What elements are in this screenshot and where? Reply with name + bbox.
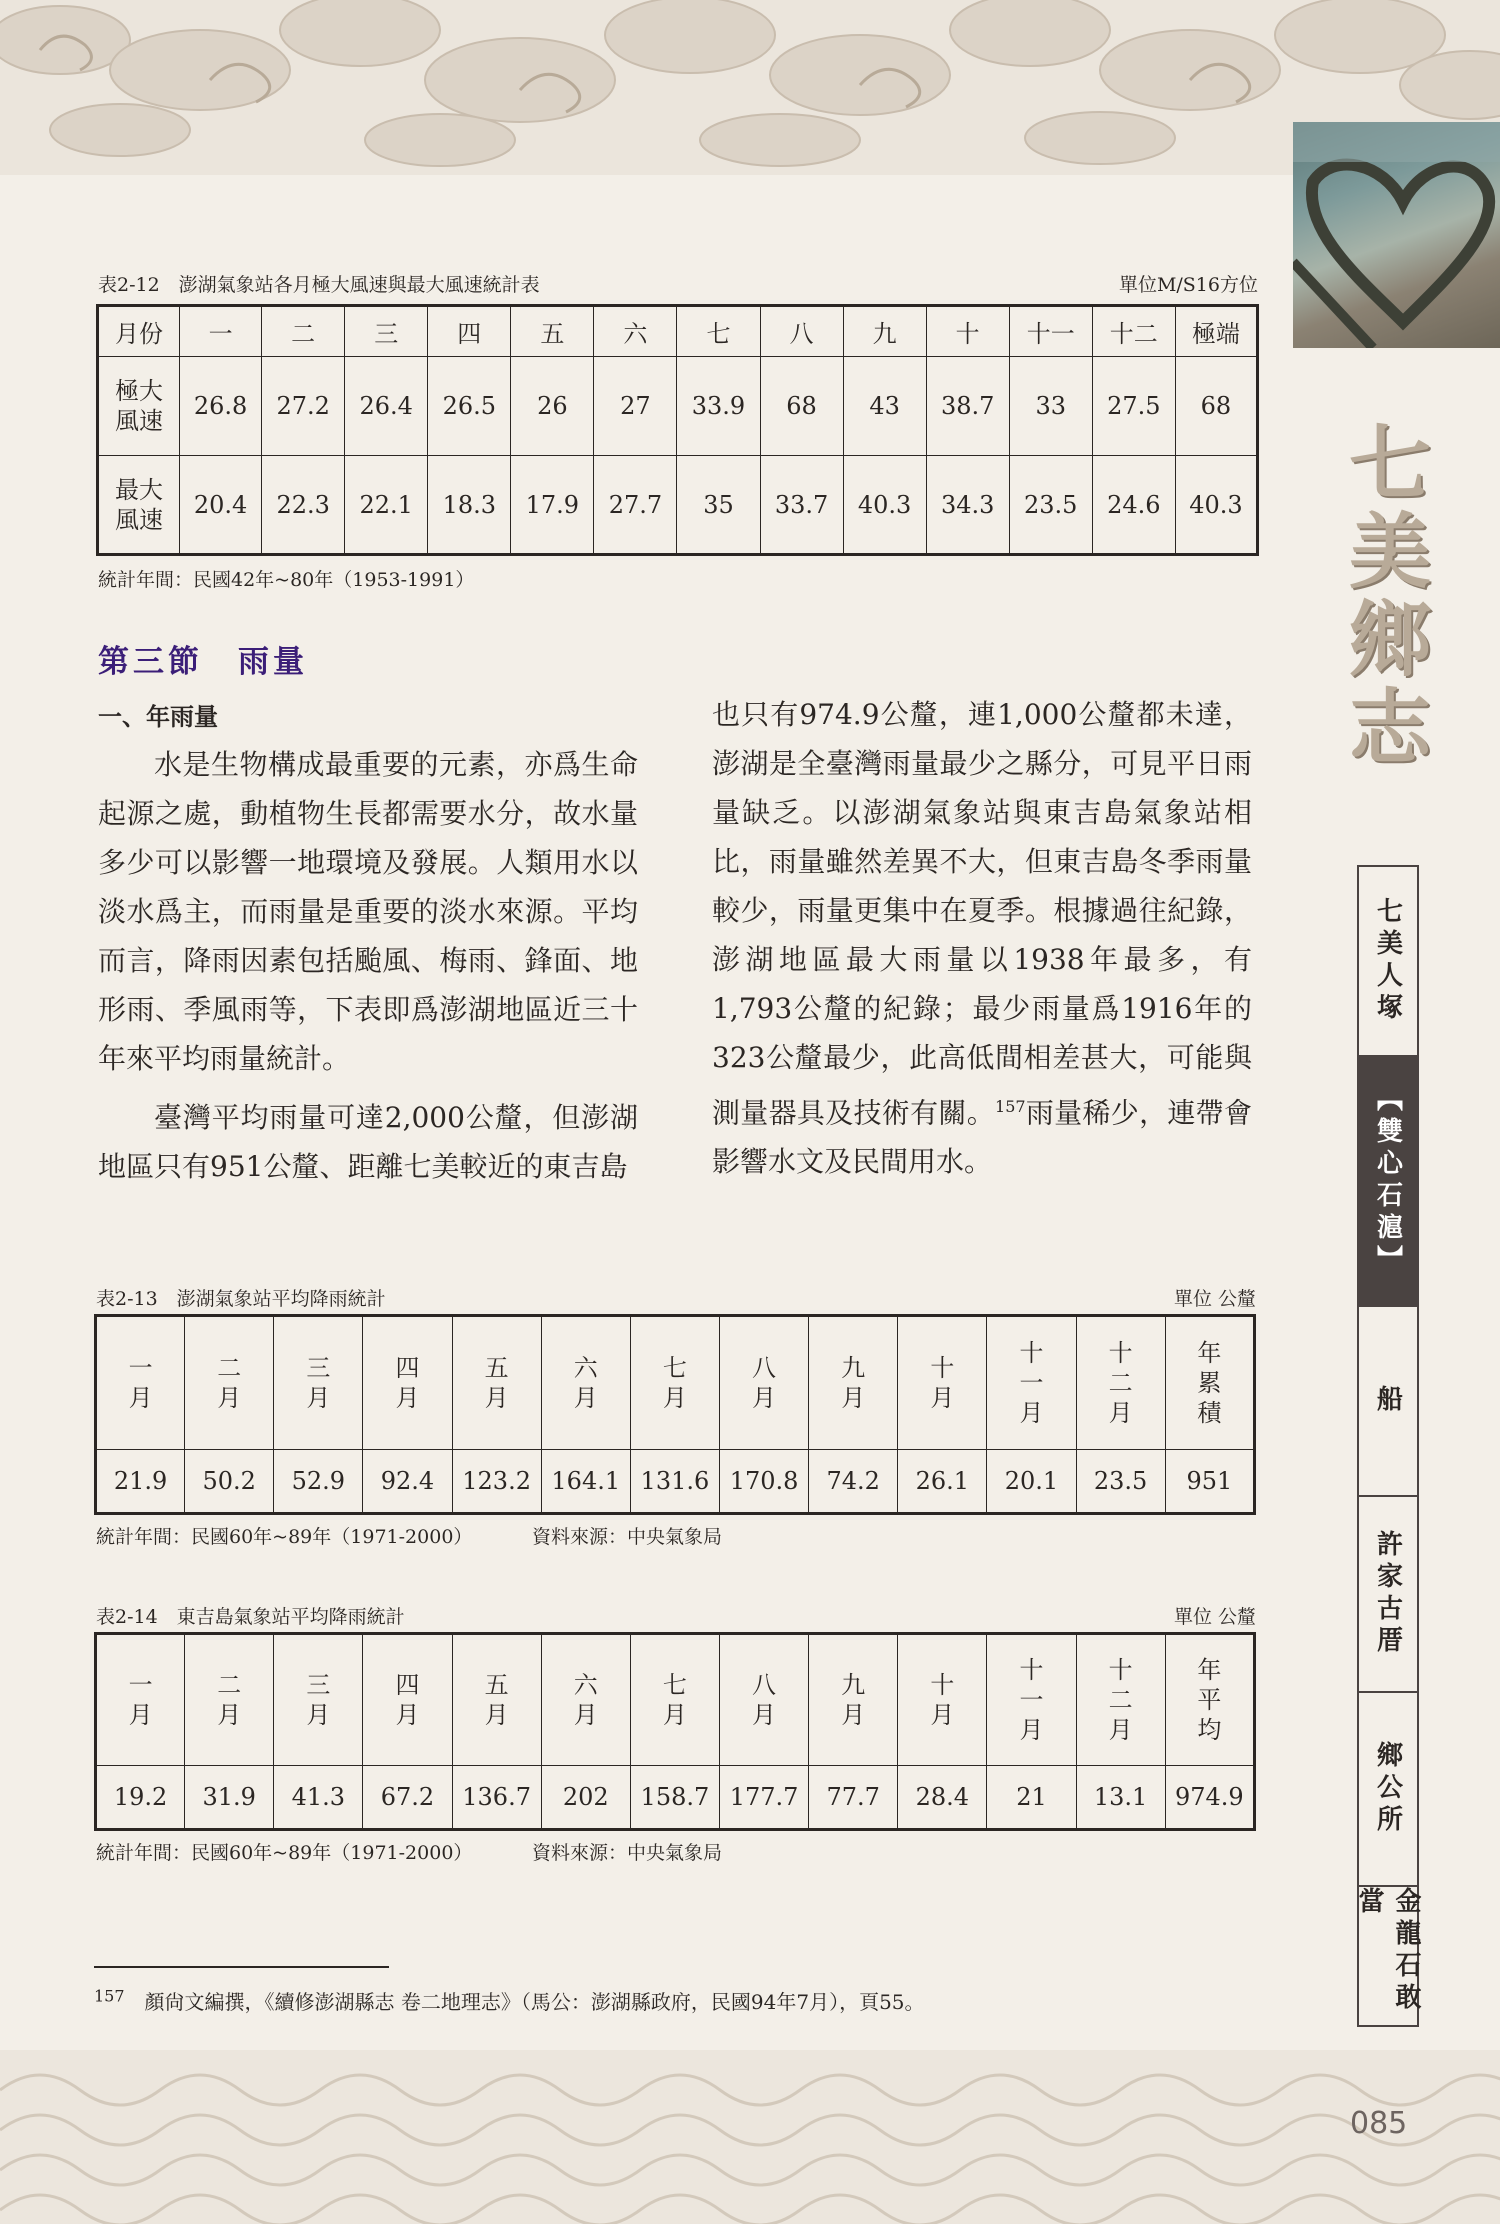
table-header-row bbox=[96, 1634, 1255, 1766]
table-2-14-source: 資料來源：中央氣象局 bbox=[532, 1842, 723, 1864]
table-cell: 974.9 bbox=[1165, 1766, 1254, 1830]
table-cell: 177.7 bbox=[719, 1766, 808, 1830]
header-cell: 十二 bbox=[1092, 306, 1175, 357]
sidebar-item-label: 鄉公所 bbox=[1372, 1741, 1403, 1837]
table-cell: 21.9 bbox=[96, 1450, 185, 1514]
table-cell: 170.8 bbox=[719, 1450, 808, 1514]
sidebar-item-hsu-family-house[interactable] bbox=[1359, 1497, 1417, 1693]
table-2-13-source: 資料來源：中央氣象局 bbox=[532, 1526, 723, 1548]
table-2-13-unit: 單位 公釐 bbox=[1173, 1288, 1256, 1310]
header-cell: 三月 bbox=[274, 1634, 363, 1766]
sidebar-item-double-heart-weir[interactable] bbox=[1359, 1057, 1417, 1307]
wind-speed-table bbox=[96, 304, 1259, 556]
header-cell: 四月 bbox=[363, 1316, 452, 1450]
table-cell: 26 bbox=[511, 357, 594, 456]
table-cell: 41.3 bbox=[274, 1766, 363, 1830]
paragraph: 水是生物構成最重要的元素，亦爲生命起源之處，動植物生長都需要水分，故水量多少可以影響一地環境及發展。人類用水以淡水爲主，而雨量是重要的淡水來源。平均而言，降雨因素包括颱風、梅雨、鋒面、地形雨、季風雨等，下表即爲澎湖地區近三十年來平均雨量統計。 bbox=[98, 748, 638, 1075]
table-cell: 18.3 bbox=[428, 456, 511, 555]
footnote-divider bbox=[94, 1966, 389, 1968]
table-cell: 202 bbox=[541, 1766, 630, 1830]
table-cell: 77.7 bbox=[809, 1766, 898, 1830]
table-2-13-period: 統計年間：民國60年~89年（1971-2000） bbox=[96, 1526, 473, 1548]
book-title: 七美鄉志 bbox=[1348, 416, 1431, 776]
header-cell: 十月 bbox=[898, 1634, 987, 1766]
table-cell: 951 bbox=[1165, 1450, 1254, 1514]
header-cell: 一月 bbox=[96, 1316, 185, 1450]
table-cell: 40.3 bbox=[843, 456, 926, 555]
table-cell: 13.1 bbox=[1076, 1766, 1165, 1830]
table-header-row bbox=[96, 1316, 1255, 1450]
table-cell: 52.9 bbox=[274, 1450, 363, 1514]
table-2-12-unit: 單位M/S16方位 bbox=[1118, 274, 1258, 296]
page-number: 085 bbox=[1350, 2106, 1408, 2141]
header-cell: 十 bbox=[926, 306, 1009, 357]
table-cell: 23.5 bbox=[1076, 1450, 1165, 1514]
header-cell: 六月 bbox=[541, 1316, 630, 1450]
header-cell: 九月 bbox=[809, 1634, 898, 1766]
table-cell: 35 bbox=[677, 456, 760, 555]
table-cell: 38.7 bbox=[926, 357, 1009, 456]
header-cell: 年平均 bbox=[1165, 1634, 1254, 1766]
table-cell: 74.2 bbox=[809, 1450, 898, 1514]
sidebar-item-label: 船 bbox=[1372, 1385, 1403, 1417]
header-cell: 十一月 bbox=[987, 1634, 1076, 1766]
table-row bbox=[96, 1450, 1255, 1514]
table-2-13-caption: 表2-13 澎湖氣象站平均降雨統計 bbox=[96, 1288, 386, 1310]
header-cell: 十月 bbox=[898, 1316, 987, 1450]
sidebar-item-label: 許家古厝 bbox=[1372, 1530, 1403, 1658]
footnote-ref[interactable]: 157 bbox=[995, 1097, 1026, 1116]
table-cell: 20.4 bbox=[180, 456, 262, 555]
sub-title: 一、年雨量 bbox=[98, 702, 218, 731]
table-cell: 34.3 bbox=[926, 456, 1009, 555]
table-cell: 19.2 bbox=[96, 1766, 185, 1830]
sidebar-item-label: 【雙心石滬】 bbox=[1372, 1085, 1403, 1277]
table-2-12-caption: 表2-12 澎湖氣象站各月極大風速與最大風速統計表 bbox=[98, 274, 540, 296]
table-cell: 68 bbox=[1175, 357, 1257, 456]
table-cell: 26.1 bbox=[898, 1450, 987, 1514]
table-cell: 27.2 bbox=[262, 357, 345, 456]
header-cell: 二 bbox=[262, 306, 345, 357]
table-cell: 136.7 bbox=[452, 1766, 541, 1830]
table-cell: 22.3 bbox=[262, 456, 345, 555]
table-2-12-note: 統計年間：民國42年~80年（1953-1991） bbox=[98, 569, 475, 591]
header-cell: 極端 bbox=[1175, 306, 1257, 357]
table-cell: 28.4 bbox=[898, 1766, 987, 1830]
header-cell: 年累積 bbox=[1165, 1316, 1254, 1450]
header-cell: 二月 bbox=[185, 1634, 274, 1766]
paragraph-text: 也只有974.9公釐，連1,000公釐都未達，澎湖是全臺灣雨量最少之縣分，可見平日雨量缺乏。以澎湖氣象站與東吉島氣象站相比，雨量雖然差異不大，但東吉島冬季雨量較少，雨量更集中在夏季。根據過往紀錄，澎湖地區最大雨量以1938年最多，有1,793公釐的紀錄；最少雨量爲1916年的323公釐最少，此高低間相差甚大，可能與測量器具及技術有關。 bbox=[712, 698, 1252, 1130]
row-label: 極大風速 bbox=[98, 357, 180, 456]
header-cell: 六 bbox=[594, 306, 677, 357]
table-cell: 21 bbox=[987, 1766, 1076, 1830]
chapter-sidebar bbox=[1354, 865, 1421, 2027]
table-cell: 92.4 bbox=[363, 1450, 452, 1514]
header-cell: 八月 bbox=[719, 1316, 808, 1450]
table-row bbox=[98, 357, 1258, 456]
table-cell: 33.9 bbox=[677, 357, 760, 456]
header-cell: 四月 bbox=[363, 1634, 452, 1766]
table-cell: 33.7 bbox=[760, 456, 843, 555]
table-cell: 24.6 bbox=[1092, 456, 1175, 555]
table-cell: 164.1 bbox=[541, 1450, 630, 1514]
header-cell: 月份 bbox=[98, 306, 180, 357]
header-cell: 六月 bbox=[541, 1634, 630, 1766]
paragraph-text: 雨量稀少，連帶會影響水文及民間用水。 bbox=[712, 1096, 1252, 1179]
table-cell: 123.2 bbox=[452, 1450, 541, 1514]
header-cell: 三 bbox=[345, 306, 428, 357]
header-cell: 八 bbox=[760, 306, 843, 357]
table-cell: 27 bbox=[594, 357, 677, 456]
table-2-14-unit: 單位 公釐 bbox=[1173, 1606, 1256, 1628]
dongji-rainfall-table bbox=[94, 1632, 1256, 1831]
table-row bbox=[96, 1766, 1255, 1830]
table-cell: 67.2 bbox=[363, 1766, 452, 1830]
header-cell: 九月 bbox=[809, 1316, 898, 1450]
table-cell: 23.5 bbox=[1009, 456, 1092, 555]
footnote-number: 157 bbox=[94, 1986, 125, 2006]
header-cell: 九 bbox=[843, 306, 926, 357]
sidebar-item-label: 七美人塚 bbox=[1372, 897, 1403, 1025]
table-2-14-period: 統計年間：民國60年~89年（1971-2000） bbox=[96, 1842, 473, 1864]
header-cell: 八月 bbox=[719, 1634, 808, 1766]
table-cell: 68 bbox=[760, 357, 843, 456]
header-cell: 七 bbox=[677, 306, 760, 357]
table-2-14-caption: 表2-14 東吉島氣象站平均降雨統計 bbox=[96, 1606, 405, 1628]
penghu-rainfall-table bbox=[94, 1314, 1256, 1515]
sidebar-item-label: 金龍石敢當 bbox=[1354, 1887, 1421, 2015]
sidebar-item-seven-beauties-tomb[interactable] bbox=[1359, 867, 1417, 1057]
heart-shaped-stone-weir-photo bbox=[1293, 122, 1500, 348]
header-cell: 五月 bbox=[452, 1634, 541, 1766]
header-cell: 七月 bbox=[630, 1316, 719, 1450]
footnote-text: 顏尙文編撰，《續修澎湖縣志 卷二地理志》（馬公：澎湖縣政府，民國94年7月），頁55。 bbox=[144, 1990, 925, 2014]
wave-pattern-bottom bbox=[0, 2050, 1500, 2224]
table-cell: 26.4 bbox=[345, 357, 428, 456]
paragraph: 臺灣平均雨量可達2,000公釐，但澎湖地區只有951公釐、距離七美較近的東吉島 bbox=[98, 1101, 638, 1183]
header-cell: 七月 bbox=[630, 1634, 719, 1766]
sidebar-item-township-office[interactable] bbox=[1359, 1693, 1417, 1887]
header-cell: 五月 bbox=[452, 1316, 541, 1450]
table-cell: 50.2 bbox=[185, 1450, 274, 1514]
header-cell: 四 bbox=[428, 306, 511, 357]
table-cell: 33 bbox=[1009, 357, 1092, 456]
header-cell: 十一 bbox=[1009, 306, 1092, 357]
table-cell: 27.7 bbox=[594, 456, 677, 555]
cloud-pattern-top bbox=[0, 0, 1500, 175]
table-cell: 40.3 bbox=[1175, 456, 1257, 555]
paragraph bbox=[712, 690, 1252, 1186]
table-cell: 26.5 bbox=[428, 357, 511, 456]
header-cell: 十二月 bbox=[1076, 1634, 1165, 1766]
sidebar-item-boat[interactable] bbox=[1359, 1307, 1417, 1497]
row-label: 最大風速 bbox=[98, 456, 180, 555]
table-cell: 131.6 bbox=[630, 1450, 719, 1514]
sidebar-item-shigandang[interactable] bbox=[1354, 1887, 1421, 2025]
table-cell: 17.9 bbox=[511, 456, 594, 555]
table-header-row bbox=[98, 306, 1258, 357]
table-cell: 20.1 bbox=[987, 1450, 1076, 1514]
section-title: 第三節 雨量 bbox=[98, 644, 308, 680]
header-cell: 一月 bbox=[96, 1634, 185, 1766]
header-cell: 十二月 bbox=[1076, 1316, 1165, 1450]
header-cell: 五 bbox=[511, 306, 594, 357]
header-cell: 二月 bbox=[185, 1316, 274, 1450]
table-cell: 27.5 bbox=[1092, 357, 1175, 456]
body-column-right bbox=[712, 690, 1252, 1186]
table-cell: 26.8 bbox=[180, 357, 262, 456]
table-cell: 158.7 bbox=[630, 1766, 719, 1830]
table-cell: 43 bbox=[843, 357, 926, 456]
body-column-left bbox=[98, 740, 638, 1191]
table-row bbox=[98, 456, 1258, 555]
header-cell: 十一月 bbox=[987, 1316, 1076, 1450]
table-cell: 31.9 bbox=[185, 1766, 274, 1830]
header-cell: 一 bbox=[180, 306, 262, 357]
header-cell: 三月 bbox=[274, 1316, 363, 1450]
footnote bbox=[94, 1986, 925, 2015]
table-cell: 22.1 bbox=[345, 456, 428, 555]
